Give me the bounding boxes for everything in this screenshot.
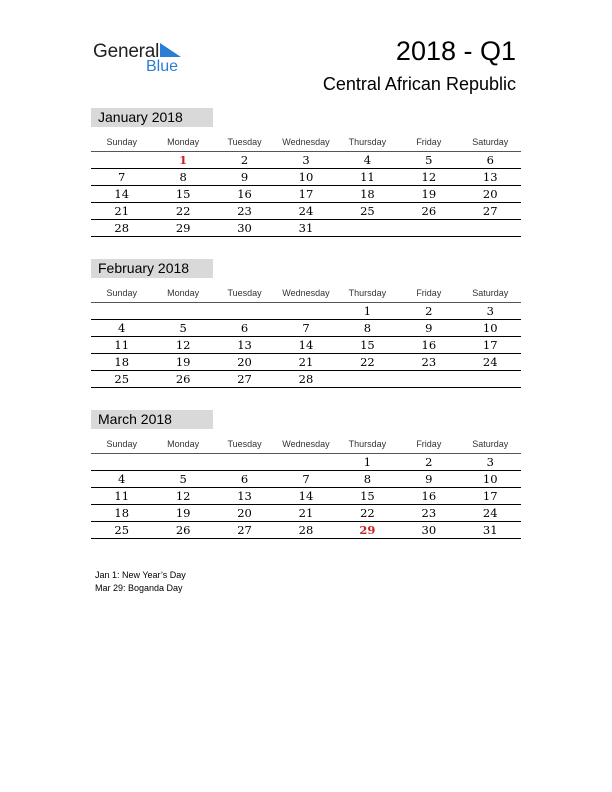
- date-cell: 8: [363, 472, 372, 486]
- page-title: 2018 - Q1: [395, 36, 516, 66]
- date-cell: 17: [298, 187, 314, 201]
- week-row: [91, 320, 521, 337]
- month-calendar: [91, 108, 521, 237]
- date-cell: 24: [482, 506, 498, 520]
- date-cell: 23: [237, 204, 252, 218]
- date-cell: 18: [360, 187, 375, 201]
- date-cell: 12: [175, 489, 191, 503]
- weekday-label: Monday: [167, 136, 200, 147]
- weekday-label: Wednesday: [282, 438, 330, 449]
- date-cell: 7: [302, 472, 310, 486]
- date-cell: 17: [482, 489, 498, 503]
- week-row: [91, 337, 521, 354]
- date-cell: 14: [298, 338, 314, 352]
- date-cell: 24: [298, 204, 314, 218]
- date-cell: 21: [298, 355, 314, 369]
- date-cell: 27: [237, 372, 252, 386]
- week-row: [91, 488, 521, 505]
- date-cell: 12: [421, 170, 437, 184]
- holiday-date-cell: 29: [359, 523, 376, 537]
- weekday-label: Saturday: [472, 438, 509, 449]
- date-cell: 16: [421, 338, 437, 352]
- weekday-label: Friday: [416, 136, 442, 147]
- date-cell: 26: [421, 204, 437, 218]
- date-cell: 4: [118, 321, 126, 335]
- date-cell: 16: [237, 187, 252, 201]
- weekday-label: Sunday: [106, 287, 137, 298]
- date-cell: 27: [237, 523, 252, 537]
- date-cell: 26: [175, 372, 191, 386]
- weekday-label: Friday: [416, 438, 442, 449]
- date-cell: 15: [175, 187, 191, 201]
- weekday-label: Tuesday: [227, 136, 262, 147]
- week-row: [91, 203, 521, 220]
- date-cell: 13: [482, 170, 498, 184]
- date-cell: 8: [363, 321, 372, 335]
- date-cell: 20: [237, 355, 252, 369]
- weekday-header-row: [91, 283, 521, 303]
- holiday-date-cell: 1: [179, 153, 188, 167]
- date-cell: 17: [482, 338, 498, 352]
- weekday-label: Tuesday: [227, 438, 262, 449]
- date-cell: 11: [360, 170, 375, 184]
- month-name: January 2018: [91, 108, 213, 127]
- weekday-label: Thursday: [348, 287, 387, 298]
- weekday-label: Sunday: [106, 136, 137, 147]
- week-row: [91, 471, 521, 488]
- date-cell: 8: [179, 170, 187, 184]
- logo-text-blue: Blue: [146, 58, 179, 75]
- date-cell: 5: [425, 153, 433, 167]
- week-row: [91, 505, 521, 522]
- date-cell: 4: [118, 472, 126, 486]
- weekday-label: Sunday: [106, 438, 137, 449]
- country-name: Central African Republic: [322, 74, 516, 94]
- date-cell: 11: [114, 338, 130, 352]
- date-cell: 3: [486, 304, 494, 318]
- date-cell: 30: [421, 523, 437, 537]
- date-cell: 21: [114, 204, 130, 218]
- date-cell: 18: [114, 506, 130, 520]
- weekday-label: Friday: [416, 287, 442, 298]
- week-row: [91, 522, 521, 539]
- date-cell: 2: [425, 304, 433, 318]
- date-cell: 22: [360, 506, 375, 520]
- date-cell: 10: [482, 472, 498, 486]
- month-name: March 2018: [91, 410, 213, 429]
- date-cell: 3: [486, 455, 494, 469]
- weekday-header-row: [91, 132, 521, 152]
- weekday-label: Saturday: [472, 136, 509, 147]
- date-cell: 18: [114, 355, 130, 369]
- weekday-label: Wednesday: [282, 287, 330, 298]
- date-cell: 19: [421, 187, 437, 201]
- date-cell: 20: [482, 187, 498, 201]
- date-cell: 24: [482, 355, 498, 369]
- date-cell: 2: [425, 455, 433, 469]
- date-cell: 1: [363, 304, 372, 318]
- weekday-label: Monday: [167, 438, 200, 449]
- date-cell: 4: [363, 153, 372, 167]
- weekday-label: Thursday: [348, 136, 387, 147]
- date-cell: 25: [114, 372, 130, 386]
- date-cell: 25: [360, 204, 375, 218]
- date-cell: 6: [240, 472, 249, 486]
- date-cell: 9: [240, 170, 249, 184]
- brand-logo: [93, 40, 193, 80]
- date-cell: 23: [421, 506, 437, 520]
- date-cell: 11: [114, 489, 130, 503]
- date-cell: 28: [114, 221, 130, 235]
- date-cell: 16: [421, 489, 437, 503]
- weekday-label: Tuesday: [227, 287, 262, 298]
- date-cell: 5: [179, 472, 187, 486]
- date-cell: 15: [360, 338, 375, 352]
- date-cell: 22: [360, 355, 375, 369]
- weekday-label: Wednesday: [282, 136, 330, 147]
- date-cell: 13: [237, 338, 252, 352]
- date-cell: 28: [298, 372, 314, 386]
- date-cell: 31: [482, 523, 498, 537]
- date-cell: 13: [237, 489, 252, 503]
- weekday-label: Saturday: [472, 287, 509, 298]
- week-row: [91, 169, 521, 186]
- date-cell: 28: [298, 523, 314, 537]
- date-cell: 19: [175, 506, 191, 520]
- week-row: [91, 152, 521, 169]
- date-cell: 9: [425, 321, 433, 335]
- logo-flag-icon: [160, 43, 182, 59]
- month-calendar: [91, 410, 521, 539]
- date-cell: 10: [482, 321, 498, 335]
- date-cell: 5: [179, 321, 187, 335]
- date-cell: 21: [298, 506, 314, 520]
- holiday-note: Jan 1: New Year’s Day: [95, 570, 186, 580]
- date-cell: 7: [302, 321, 310, 335]
- week-row: [91, 303, 521, 320]
- date-cell: 3: [302, 153, 310, 167]
- date-cell: 22: [175, 204, 191, 218]
- date-cell: 26: [175, 523, 191, 537]
- date-cell: 9: [425, 472, 433, 486]
- week-row: [91, 371, 521, 388]
- week-row: [91, 454, 521, 471]
- date-cell: 12: [175, 338, 191, 352]
- date-cell: 15: [360, 489, 375, 503]
- date-cell: 6: [240, 321, 249, 335]
- date-cell: 7: [118, 170, 126, 184]
- date-cell: 30: [237, 221, 252, 235]
- week-row: [91, 186, 521, 203]
- date-cell: 31: [298, 221, 314, 235]
- date-cell: 19: [175, 355, 191, 369]
- date-cell: 2: [240, 153, 249, 167]
- holiday-note: Mar 29: Boganda Day: [95, 583, 183, 593]
- week-row: [91, 220, 521, 237]
- logo-text-general: General: [93, 41, 160, 62]
- week-row: [91, 354, 521, 371]
- date-cell: 23: [421, 355, 437, 369]
- date-cell: 6: [486, 153, 494, 167]
- weekday-label: Monday: [167, 287, 200, 298]
- weekday-label: Thursday: [348, 438, 387, 449]
- date-cell: 27: [482, 204, 498, 218]
- date-cell: 14: [114, 187, 130, 201]
- date-cell: 20: [237, 506, 252, 520]
- month-name: February 2018: [91, 259, 213, 278]
- holiday-notes: [95, 569, 186, 595]
- date-cell: 14: [298, 489, 314, 503]
- date-cell: 29: [175, 221, 191, 235]
- date-cell: 25: [114, 523, 130, 537]
- date-cell: 10: [298, 170, 314, 184]
- weekday-header-row: [91, 434, 521, 454]
- month-calendar: [91, 259, 521, 388]
- date-cell: 1: [363, 455, 372, 469]
